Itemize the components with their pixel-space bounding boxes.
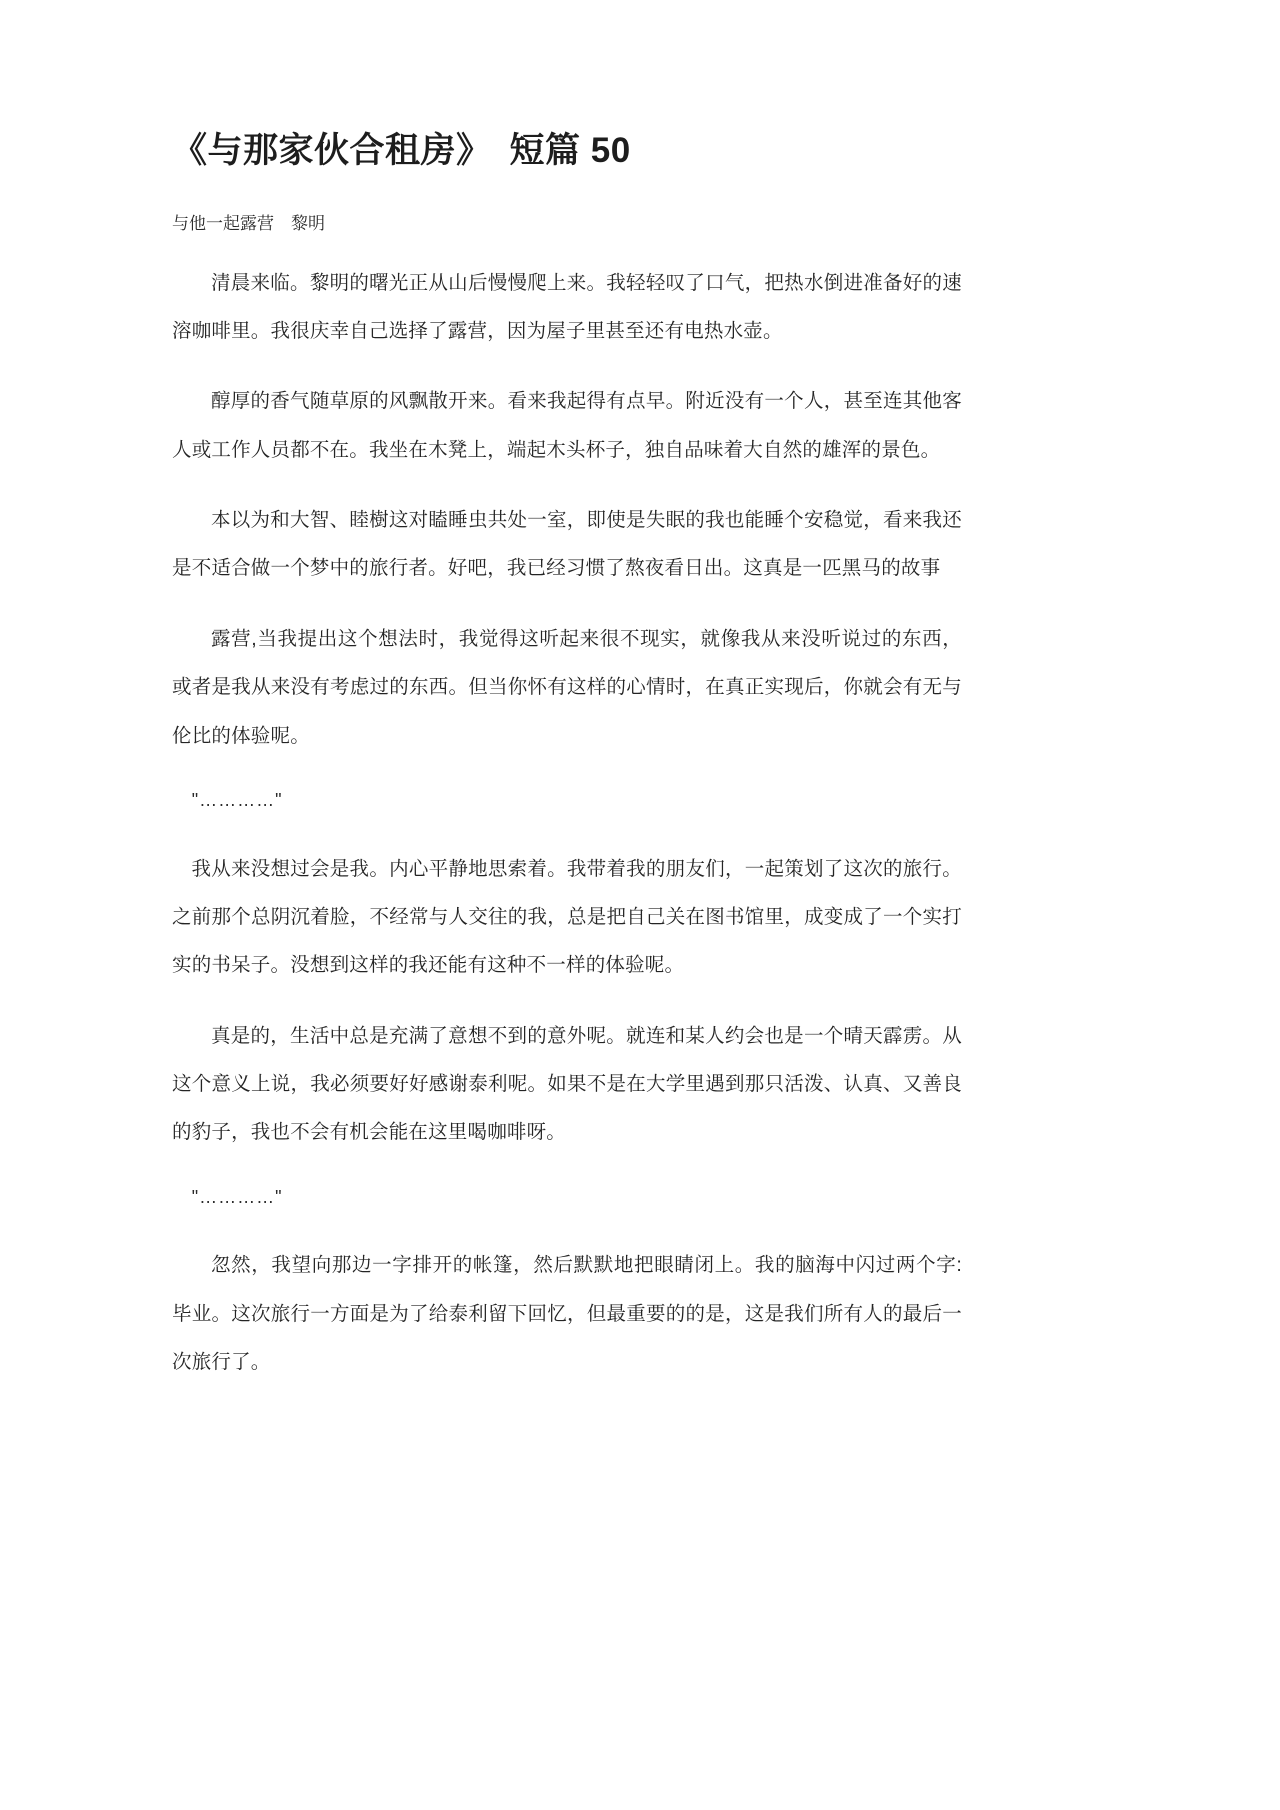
body-paragraph-1: 清晨来临。黎明的曙光正从山后慢慢爬上来。我轻轻叹了口气，把热水倒进准备好的速溶咖啡里。我很庆幸自己选择了露营，因为屋子里甚至还有电热水壶。	[172, 271, 962, 343]
body-paragraph-5: 我从来没想过会是我。内心平静地思索着。我带着我的朋友们，一起策划了这次的旅行。之前那个总阴沉着脸，不经常与人交往的我，总是把自己关在图书馆里，成变成了一个实打实的书呆子。没想到这样的我还能有这种不一样的体验呢。	[172, 857, 962, 977]
page-title: 《与那家伙合租房》 短篇 50	[172, 131, 631, 170]
dialogue-ellipsis-1: "…………"	[191, 789, 283, 810]
body-paragraph-4: 露营,当我提出这个想法时，我觉得这听起来很不现实，就像我从来没听说过的东西，或者是我从来没有考虑过的东西。但当你怀有这样的心情时，在真正实现后，你就会有无与伦比的体验呢。	[172, 627, 962, 747]
document-content	[172, 0, 962, 1386]
dialogue-ellipsis-2: "…………"	[191, 1186, 283, 1207]
body-paragraph-7: 忽然，我望向那边一字排开的帐篷，然后默默地把眼睛闭上。我的脑海中闪过两个字: 毕业。这次旅行一方面是为了给泰利留下回忆，但最重要的的是，这是我们所有人的最后一次旅行了。	[172, 1254, 962, 1374]
body-paragraph-3: 本以为和大智、睦樹这对瞌睡虫共处一室，即使是失眠的我也能睡个安稳觉，看来我还是不适合做一个梦中的旅行者。好吧，我已经习惯了熬夜看日出。这真是一匹黑马的故事	[172, 509, 962, 580]
document-subtitle: 与他一起露营 黎明	[172, 213, 325, 233]
body-paragraph-2: 醇厚的香气随草原的风飘散开来。看来我起得有点早。附近没有一个人，甚至连其他客人或工作人员都不在。我坐在木凳上，端起木头杯子，独自品味着大自然的雄浑的景色。	[172, 390, 962, 461]
body-paragraph-6: 真是的，生活中总是充满了意想不到的意外呢。就连和某人约会也是一个晴天霹雳。从这个意义上说，我必须要好好感谢泰利呢。如果不是在大学里遇到那只活泼、认真、又善良的豹子，我也不会有机会能在这里喝咖啡呀。	[172, 1024, 962, 1144]
